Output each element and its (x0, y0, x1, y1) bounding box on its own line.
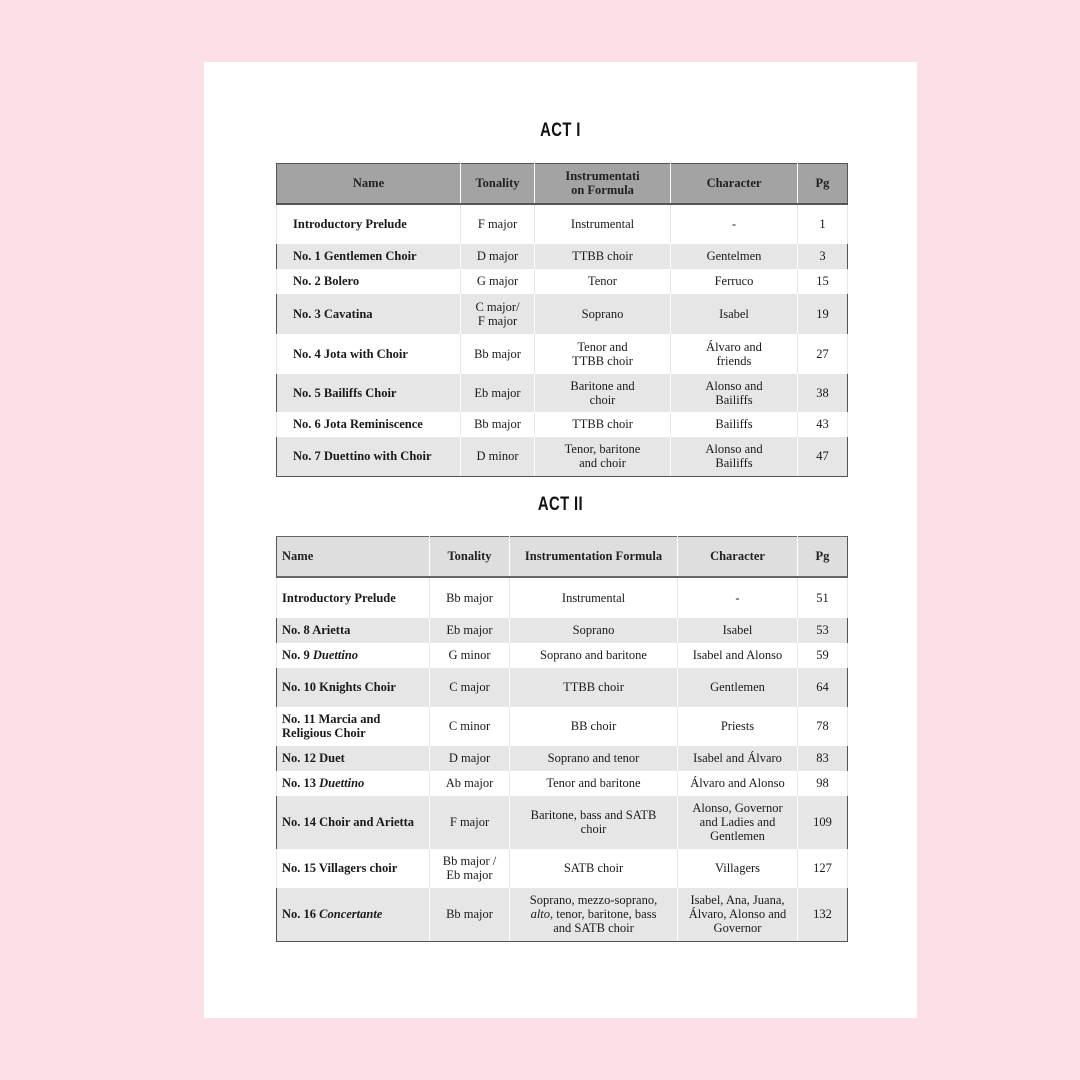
cell-instrumentation: Instrumental (535, 204, 671, 244)
cell-character: Alonso and Bailiffs (671, 374, 798, 412)
cell-tonality: C major (430, 668, 510, 707)
cell-pg: 43 (798, 412, 848, 437)
cell-instrumentation: Soprano (510, 618, 678, 643)
table-row (277, 374, 848, 412)
table-row (277, 577, 848, 618)
document-page (204, 62, 917, 1018)
cell-instrumentation: Tenor, baritone and choir (535, 437, 671, 477)
cell-character: Alonso and Bailiffs (671, 437, 798, 477)
cell-name: No. 4 Jota with Choir (277, 334, 461, 374)
table-row (277, 618, 848, 643)
cell-pg: 59 (798, 643, 848, 668)
cell-character: Gentlemen (678, 668, 798, 707)
cell-instrumentation: Baritone, bass and SATB choir (510, 796, 678, 849)
cell-pg: 1 (798, 204, 848, 244)
cell-name: No. 5 Bailiffs Choir (277, 374, 461, 412)
cell-instrumentation: Soprano (535, 294, 671, 334)
cell-character: Álvaro and friends (671, 334, 798, 374)
cell-tonality: Bb major (461, 412, 535, 437)
cell-name: No. 3 Cavatina (277, 294, 461, 334)
cell-pg: 78 (798, 707, 848, 746)
header-character: Character (678, 537, 798, 577)
cell-name: Introductory Prelude (277, 577, 430, 618)
header-name: Name (277, 164, 461, 204)
cell-tonality: Eb major (461, 374, 535, 412)
cell-pg: 19 (798, 294, 848, 334)
cell-tonality: Bb major / Eb major (430, 849, 510, 888)
cell-name: No. 14 Choir and Arietta (277, 796, 430, 849)
header-pg: Pg (798, 537, 848, 577)
cell-name: No. 16 Concertante (277, 888, 430, 942)
cell-instrumentation: TTBB choir (535, 412, 671, 437)
cell-name: No. 12 Duet (277, 746, 430, 771)
header-tonality: Tonality (430, 537, 510, 577)
table-row (277, 668, 848, 707)
cell-pg: 109 (798, 796, 848, 849)
cell-pg: 38 (798, 374, 848, 412)
cell-tonality: D minor (461, 437, 535, 477)
table-row (277, 244, 848, 269)
cell-name: No. 2 Bolero (277, 269, 461, 294)
cell-pg: 51 (798, 577, 848, 618)
act-2-table (276, 536, 848, 942)
cell-tonality: C major/ F major (461, 294, 535, 334)
cell-instrumentation: TTBB choir (535, 244, 671, 269)
cell-tonality: F major (430, 796, 510, 849)
cell-instrumentation: Tenor and TTBB choir (535, 334, 671, 374)
cell-instrumentation: Soprano, mezzo-soprano, alto, tenor, baritone, bass and SATB choir (510, 888, 678, 942)
act-2-title: ACT II (537, 494, 584, 515)
cell-tonality: D major (430, 746, 510, 771)
cell-character: Isabel and Álvaro (678, 746, 798, 771)
header-pg: Pg (798, 164, 848, 204)
table-row (277, 437, 848, 477)
cell-pg: 3 (798, 244, 848, 269)
header-name: Name (277, 537, 430, 577)
cell-name: No. 11 Marcia and Religious Choir (277, 707, 430, 746)
cell-character: Isabel (678, 618, 798, 643)
cell-instrumentation: SATB choir (510, 849, 678, 888)
cell-name: No. 1 Gentlemen Choir (277, 244, 461, 269)
cell-character: Priests (678, 707, 798, 746)
cell-name: No. 9 Duettino (277, 643, 430, 668)
cell-tonality: Bb major (430, 577, 510, 618)
cell-instrumentation: Soprano and baritone (510, 643, 678, 668)
cell-pg: 53 (798, 618, 848, 643)
table-row (277, 334, 848, 374)
cell-character: Bailiffs (671, 412, 798, 437)
header-instrumentation: Instrumentation Formula (510, 537, 678, 577)
cell-tonality: Bb major (430, 888, 510, 942)
cell-name: No. 8 Arietta (277, 618, 430, 643)
cell-tonality: Bb major (461, 334, 535, 374)
table-row (277, 412, 848, 437)
cell-instrumentation: Baritone and choir (535, 374, 671, 412)
table-header-row (277, 164, 848, 204)
header-character: Character (671, 164, 798, 204)
cell-tonality: F major (461, 204, 535, 244)
table-row (277, 771, 848, 796)
cell-character: - (678, 577, 798, 618)
cell-tonality: G minor (430, 643, 510, 668)
act-1-table (276, 163, 848, 477)
table-header-row (277, 537, 848, 577)
header-tonality: Tonality (461, 164, 535, 204)
cell-character: Isabel, Ana, Juana, Álvaro, Alonso and Governor (678, 888, 798, 942)
table-row (277, 204, 848, 244)
table-row (277, 294, 848, 334)
cell-character: Alonso, Governor and Ladies and Gentlemen (678, 796, 798, 849)
cell-pg: 127 (798, 849, 848, 888)
header-instrumentation: Instrumentati on Formula (535, 164, 671, 204)
cell-name: No. 6 Jota Reminiscence (277, 412, 461, 437)
cell-name: No. 10 Knights Choir (277, 668, 430, 707)
cell-tonality: D major (461, 244, 535, 269)
cell-character: Isabel (671, 294, 798, 334)
cell-pg: 27 (798, 334, 848, 374)
cell-pg: 98 (798, 771, 848, 796)
table-row (277, 269, 848, 294)
cell-pg: 83 (798, 746, 848, 771)
table-row (277, 888, 848, 942)
cell-character: Gentelmen (671, 244, 798, 269)
cell-tonality: C minor (430, 707, 510, 746)
table-row (277, 643, 848, 668)
cell-character: Ferruco (671, 269, 798, 294)
table-row (277, 849, 848, 888)
cell-pg: 47 (798, 437, 848, 477)
cell-character: - (671, 204, 798, 244)
table-row (277, 796, 848, 849)
cell-name: No. 7 Duettino with Choir (277, 437, 461, 477)
cell-character: Villagers (678, 849, 798, 888)
cell-character: Álvaro and Alonso (678, 771, 798, 796)
cell-instrumentation: Soprano and tenor (510, 746, 678, 771)
cell-instrumentation: Instrumental (510, 577, 678, 618)
cell-pg: 64 (798, 668, 848, 707)
cell-tonality: G major (461, 269, 535, 294)
cell-instrumentation: Tenor and baritone (510, 771, 678, 796)
cell-tonality: Eb major (430, 618, 510, 643)
cell-name: No. 13 Duettino (277, 771, 430, 796)
cell-pg: 15 (798, 269, 848, 294)
cell-instrumentation: Tenor (535, 269, 671, 294)
cell-character: Isabel and Alonso (678, 643, 798, 668)
cell-name: Introductory Prelude (277, 204, 461, 244)
table-row (277, 707, 848, 746)
cell-tonality: Ab major (430, 771, 510, 796)
act-1-title: ACT I (540, 120, 581, 141)
cell-instrumentation: BB choir (510, 707, 678, 746)
cell-name: No. 15 Villagers choir (277, 849, 430, 888)
table-row (277, 746, 848, 771)
cell-pg: 132 (798, 888, 848, 942)
cell-instrumentation: TTBB choir (510, 668, 678, 707)
